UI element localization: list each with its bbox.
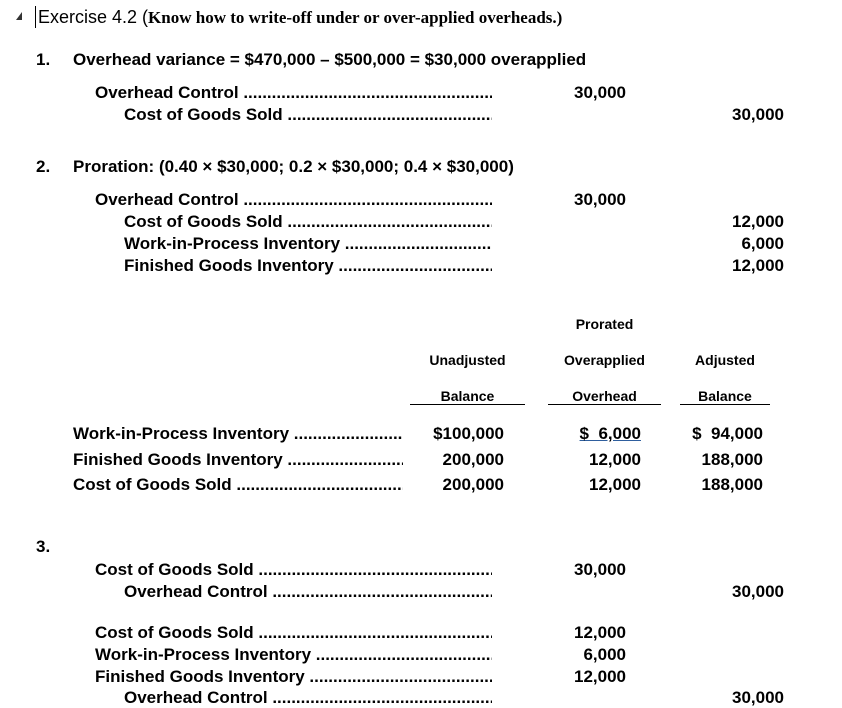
credit-amount: 30,000 [732,688,784,707]
account-name: Finished Goods Inventory ..... [124,256,492,276]
account-name: Cost of Goods Sold ..... [95,560,492,580]
prorated-cell: $ 6,000 [579,424,641,443]
credit-amount: 30,000 [732,105,784,124]
debit-amount: 12,000 [574,623,626,642]
debit-amount: 12,000 [574,667,626,686]
table-row [73,475,403,495]
part1-number: 1. [36,50,51,69]
journal-line [124,256,492,276]
exercise-subtitle: Know how to write-off under or over-applied overheads.) [148,8,563,27]
journal-line [124,234,492,254]
account-name: Overhead Control ..... [124,582,492,602]
account-name: Work-in-Process Inventory ..... [95,645,492,665]
account-name: Finished Goods Inventory ..... [73,450,403,470]
cursor-caret [35,6,36,28]
journal-line [95,623,492,643]
table-header: Balance [410,388,525,405]
credit-amount: 12,000 [732,256,784,275]
debit-amount: 30,000 [574,190,626,209]
account-name: Cost of Goods Sold ..... [124,105,492,125]
table-header: Prorated [575,316,634,332]
account-name: Cost of Goods Sold ..... [95,623,492,643]
journal-line [95,645,492,665]
account-name: Cost of Goods Sold ..... [124,212,492,232]
credit-amount: 6,000 [741,234,784,253]
journal-line [124,212,492,232]
exercise-number: Exercise 4.2 ( [38,7,149,27]
journal-line [124,105,492,125]
part2-heading: Proration: (0.40 × $30,000; 0.2 × $30,000; 0.4 × $30,000) [73,157,514,176]
table-header: Balance [680,388,770,405]
table-header: Unadjusted [429,352,506,368]
debit-amount: 30,000 [574,560,626,579]
account-name: Work-in-Process Inventory ..... [73,424,403,444]
unadjusted-cell: 200,000 [442,450,504,469]
adjusted-cell: 188,000 [701,450,763,469]
prorated-cell: 12,000 [589,450,641,469]
journal-line [95,190,492,210]
collapse-triangle-icon[interactable] [16,12,22,20]
account-name: Finished Goods Inventory ..... [95,667,492,687]
part2-number: 2. [36,157,51,176]
table-header: Overapplied [564,352,645,368]
credit-amount: 30,000 [732,582,784,601]
journal-line [95,667,492,687]
prorated-cell: 12,000 [589,475,641,494]
journal-line [95,560,492,580]
account-name: Overhead Control ..... [124,688,492,708]
table-row [73,450,403,470]
account-name: Cost of Goods Sold ..... [73,475,403,495]
credit-amount: 12,000 [732,212,784,231]
journal-line [124,688,492,708]
debit-amount: 6,000 [583,645,626,664]
account-name: Overhead Control ..... [95,83,492,103]
table-header: Overhead [548,388,661,405]
part3-number: 3. [36,537,51,556]
adjusted-cell: $ 94,000 [692,424,763,443]
exercise-title [38,7,562,28]
journal-line [95,83,492,103]
journal-line [124,582,492,602]
adjusted-cell: 188,000 [701,475,763,494]
unadjusted-cell: $100,000 [433,424,504,443]
part1-heading: Overhead variance = $470,000 – $500,000 = $30,000 overapplied [73,50,587,69]
debit-amount: 30,000 [574,83,626,102]
account-name: Work-in-Process Inventory ..... [124,234,492,254]
unadjusted-cell: 200,000 [442,475,504,494]
table-header: Adjusted [695,352,755,368]
account-name: Overhead Control ..... [95,190,492,210]
table-row [73,424,403,444]
